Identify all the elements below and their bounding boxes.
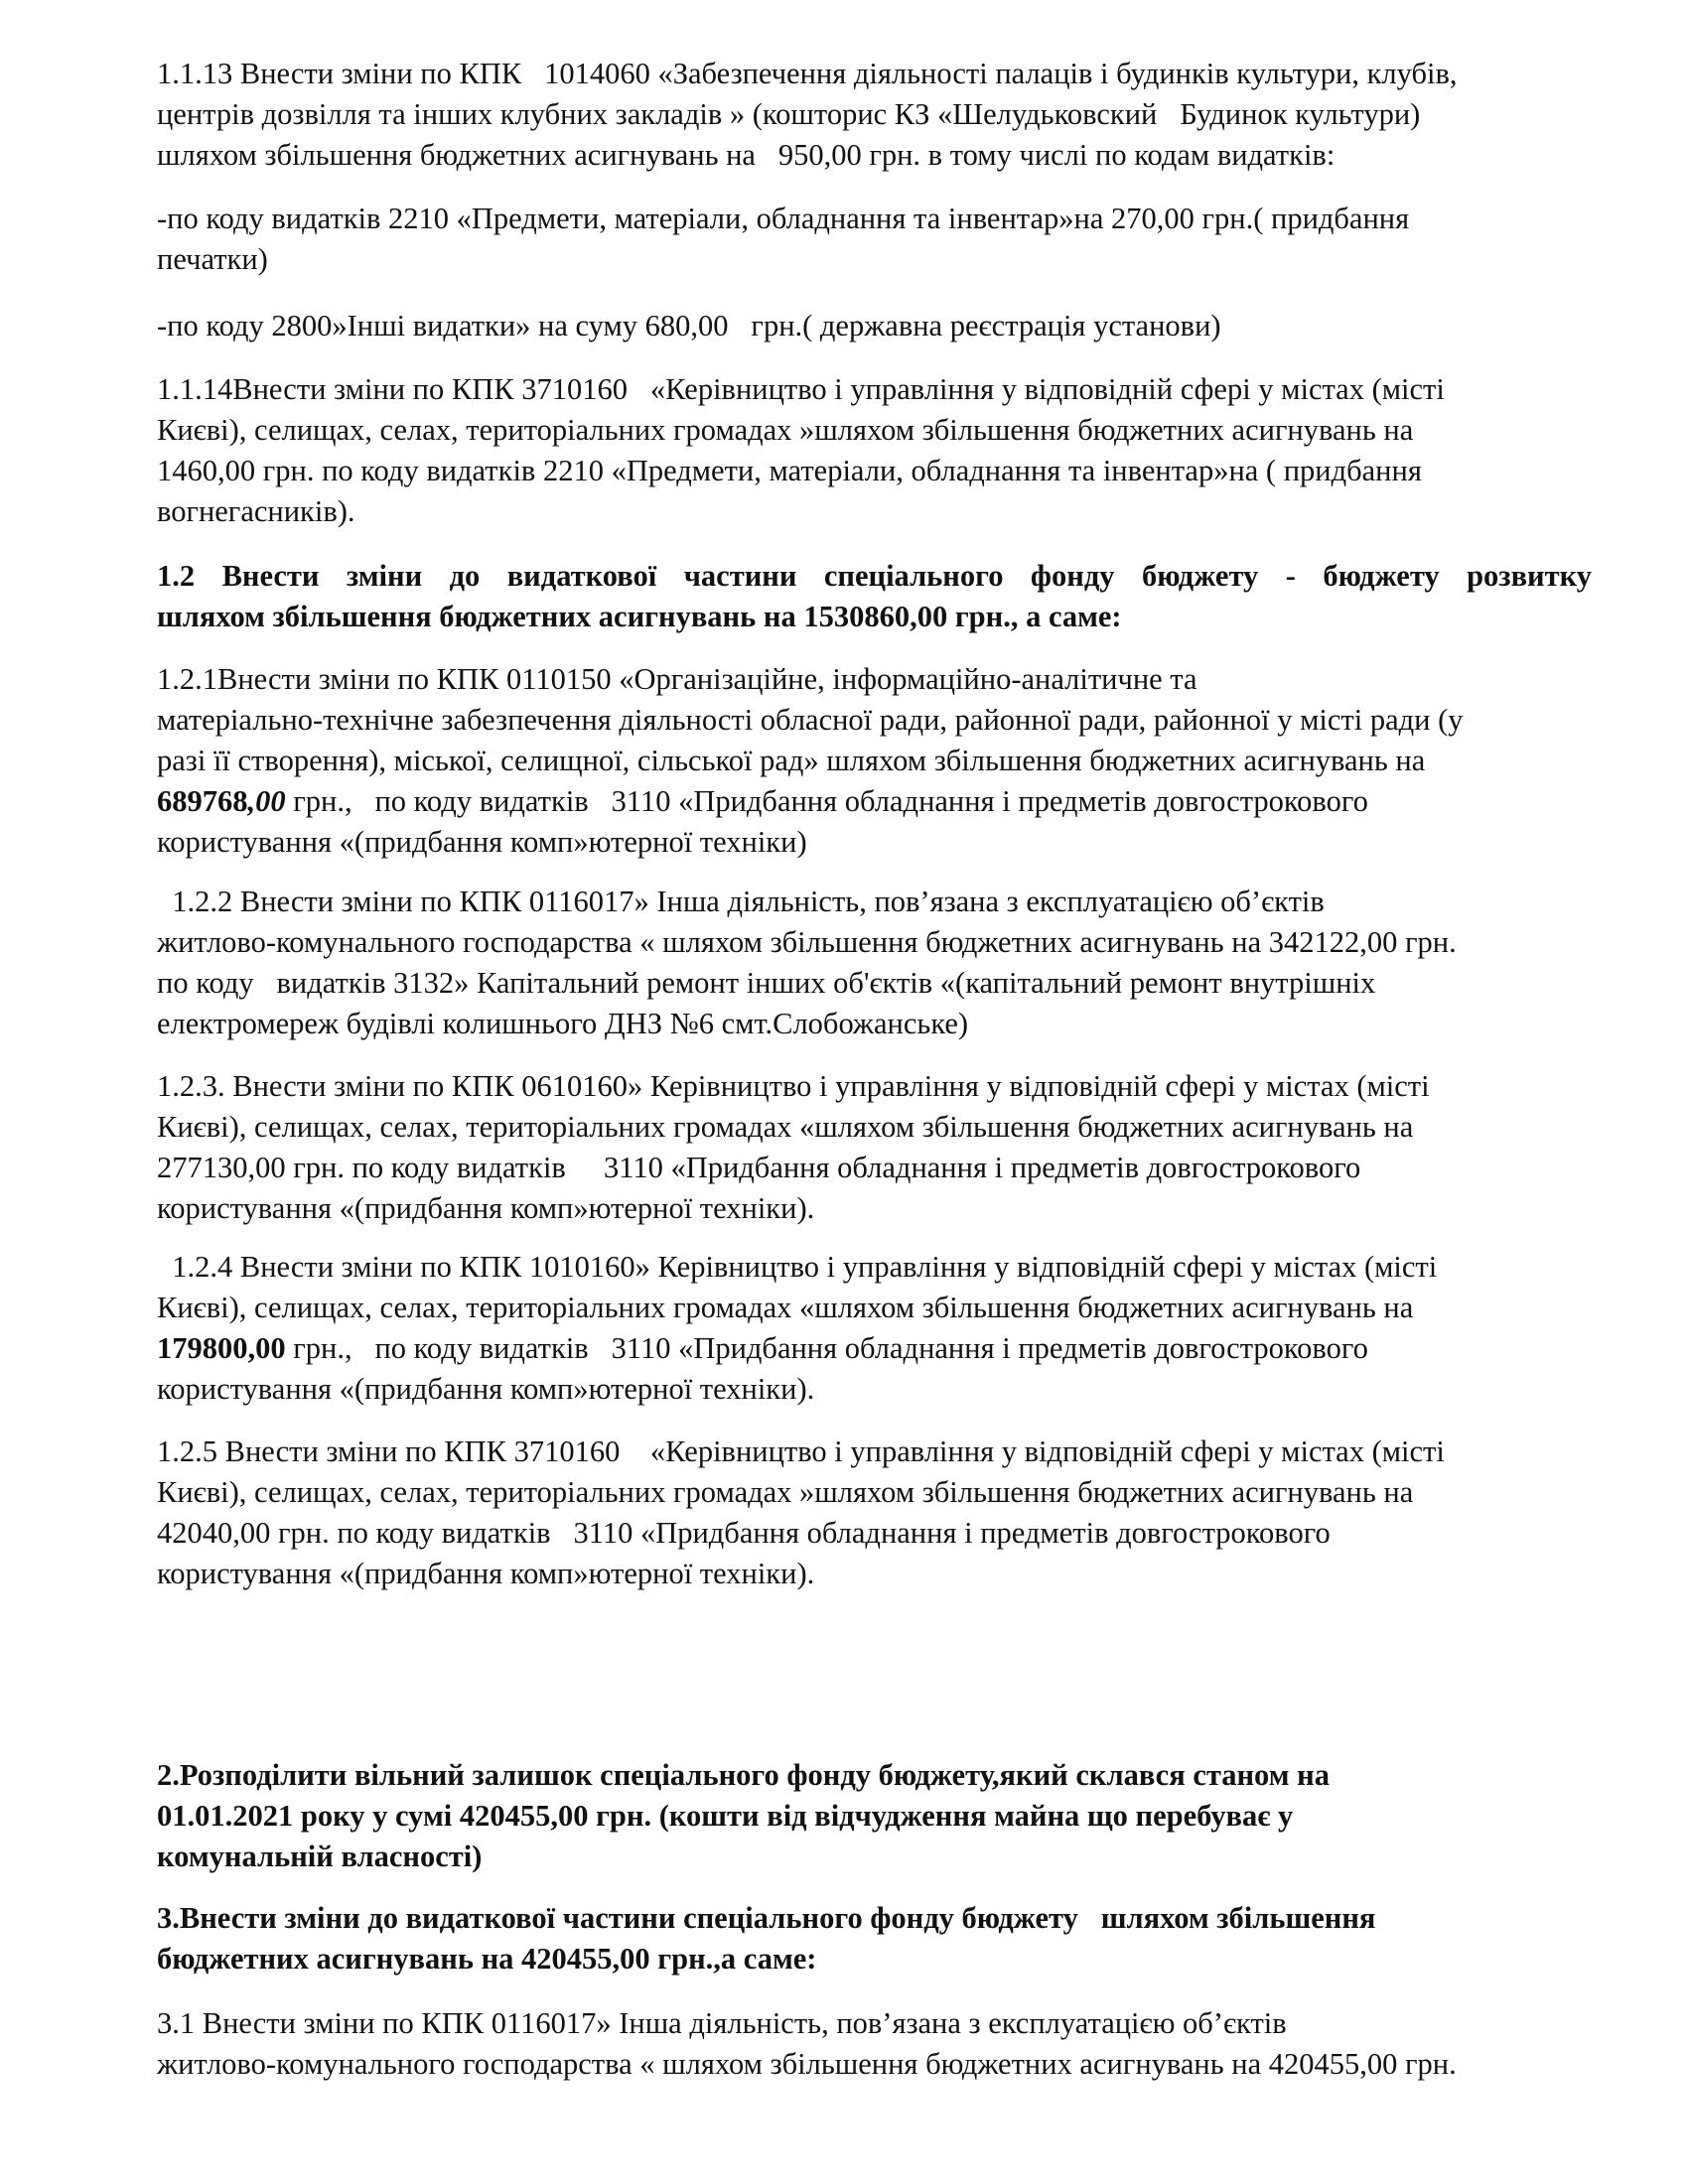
text-line: 01.01.2021 року у сумі 420455,00 грн. (кошти від відчудження майна що перебуває у bbox=[157, 1799, 1294, 1833]
text-line: 3.Внести зміни до видаткової частини спеціального фонду бюджету шляхом збільшення bbox=[157, 1901, 1376, 1935]
text-line: по коду видатків 3132» Капітальний ремонт інших об'єктів «(капітальний ремонт внутрішніх bbox=[157, 966, 1376, 1000]
text-line: -по коду 2800»Інші видатки» на суму 680,00 грн.( державна реєстрація установи) bbox=[157, 309, 1221, 342]
heading-3 bbox=[157, 1898, 1597, 1979]
text-line: -по коду видатків 2210 «Предмети, матеріали, обладнання та інвентар»на 270,00 грн.( придбання bbox=[157, 202, 1410, 235]
text-line: користування «(придбання комп»ютерної техніки) bbox=[157, 825, 807, 859]
text-line: житлово-комунального господарства « шляхом збільшення бюджетних асигнувань на 420455,00 грн. bbox=[157, 2047, 1457, 2081]
text-line: Києві), селищах, селах, територіальних громадах «шляхом збільшення бюджетних асигнувань на bbox=[157, 1291, 1414, 1324]
paragraph-code-2210 bbox=[157, 199, 1597, 280]
text-line: 277130,00 грн. по коду видатків 3110 «Придбання обладнання і предметів довгострокового bbox=[157, 1151, 1361, 1184]
text-line: 1.2 Внести зміни до видаткової частини спеціального фонду бюджету - бюджету розвитку bbox=[157, 559, 1592, 593]
text-line bbox=[157, 1328, 1597, 1369]
paragraph-1-1-14 bbox=[157, 369, 1597, 532]
amount-decimals: ,00 bbox=[247, 784, 286, 818]
text-line: печатки) bbox=[157, 242, 268, 276]
paragraph-1-2-1 bbox=[157, 659, 1597, 863]
text-line: шляхом збільшення бюджетних асигнувань на 1530860,00 грн., а саме: bbox=[157, 600, 1122, 633]
text-line: 1.1.14Внести зміни по КПК 3710160 «Керівництво і управління у відповідній сфері у містах (місті bbox=[157, 372, 1445, 406]
text-line: разі її створення), міської, селищної, сільської рад» шляхом збільшення бюджетних асигнувань на bbox=[157, 744, 1426, 777]
paragraph-code-2800 bbox=[157, 306, 1597, 346]
paragraph-1-2-5 bbox=[157, 1432, 1597, 1594]
text-line: вогнегасників). bbox=[157, 494, 355, 528]
text-line: 1.2.3. Внести зміни по КПК 0610160» Керівництво і управління у відповідній сфері у містах (місті bbox=[157, 1069, 1430, 1103]
paragraph-1-2-3 bbox=[157, 1066, 1597, 1229]
heading-2 bbox=[157, 1755, 1597, 1877]
amount-bold: 689768 bbox=[157, 784, 248, 818]
paragraph-1-1-13 bbox=[157, 54, 1597, 176]
amount-bold-italic bbox=[248, 784, 286, 818]
text-line: користування «(придбання комп»ютерної техніки). bbox=[157, 1557, 815, 1590]
text-line: бюджетних асигнувань на 420455,00 грн.,а саме: bbox=[157, 1942, 817, 1976]
text-line bbox=[157, 781, 1597, 822]
text-line: 1.1.13 Внести зміни по КПК 1014060 «Забезпечення діяльності палаців і будинків культури, клубів, bbox=[157, 57, 1458, 90]
heading-1-2 bbox=[157, 556, 1592, 637]
text-line: житлово-комунального господарства « шляхом збільшення бюджетних асигнувань на 342122,00 грн. bbox=[157, 925, 1457, 959]
text-line: комунальній власності) bbox=[157, 1840, 483, 1873]
text-line: Києві), селищах, селах, територіальних громадах »шляхом збільшення бюджетних асигнувань на bbox=[157, 1475, 1414, 1509]
text-line: 3.1 Внести зміни по КПК 0116017» Інша діяльність, пов’язана з експлуатацією об’єктів bbox=[157, 2006, 1287, 2040]
text-line: центрів дозвілля та інших клубних закладів » (кошторис КЗ «Шелудьковский Будинок культури) bbox=[157, 97, 1421, 131]
paragraph-1-2-4 bbox=[157, 1247, 1597, 1410]
text-line: шляхом збільшення бюджетних асигнувань на 950,00 грн. в тому числі по кодам видатків: bbox=[157, 138, 1336, 172]
text-line: 1.2.2 Внести зміни по КПК 0116017» Інша діяльність, пов’язана з експлуатацією об’єктів bbox=[157, 885, 1325, 918]
text-line: 42040,00 грн. по коду видатків 3110 «Придбання обладнання і предметів довгострокового bbox=[157, 1516, 1331, 1550]
text-line: 2.Розподілити вільний залишок спеціального фонду бюджету,який склався станом на bbox=[157, 1758, 1330, 1792]
text-line: користування «(придбання комп»ютерної техніки). bbox=[157, 1372, 815, 1406]
text-segment: грн., по коду видатків 3110 «Придбання обладнання і предметів довгострокового bbox=[285, 784, 1368, 818]
amount-bold: 179800,00 bbox=[157, 1331, 286, 1365]
paragraph-3-1 bbox=[157, 2003, 1597, 2085]
text-line: Києві), селищах, селах, територіальних громадах »шляхом збільшення бюджетних асигнувань на bbox=[157, 413, 1414, 447]
text-line: 1460,00 грн. по коду видатків 2210 «Предмети, матеріали, обладнання та інвентар»на ( придбання bbox=[157, 454, 1422, 487]
text-line: користування «(придбання комп»ютерної техніки). bbox=[157, 1191, 815, 1225]
text-line: електромереж будівлі колишнього ДНЗ №6 смт.Слобожанське) bbox=[157, 1007, 969, 1040]
paragraph-1-2-2 bbox=[157, 882, 1597, 1044]
text-line: 1.2.5 Внести зміни по КПК 3710160 «Керівництво і управління у відповідній сфері у містах (місті bbox=[157, 1434, 1445, 1468]
text-line: матеріально-технічне забезпечення діяльності обласної ради, районної ради, районної у місті ради (у bbox=[157, 703, 1464, 737]
text-line: Києві), селищах, селах, територіальних громадах «шляхом збільшення бюджетних асигнувань на bbox=[157, 1110, 1414, 1144]
text-line: 1.2.4 Внести зміни по КПК 1010160» Керівництво і управління у відповідній сфері у містах (місті bbox=[157, 1250, 1438, 1284]
text-line: 1.2.1Внести зміни по КПК 0110150 «Організаційне, інформаційно-аналітичне та bbox=[157, 662, 1197, 696]
text-segment: грн., по коду видатків 3110 «Придбання обладнання і предметів довгострокового bbox=[285, 1331, 1368, 1365]
